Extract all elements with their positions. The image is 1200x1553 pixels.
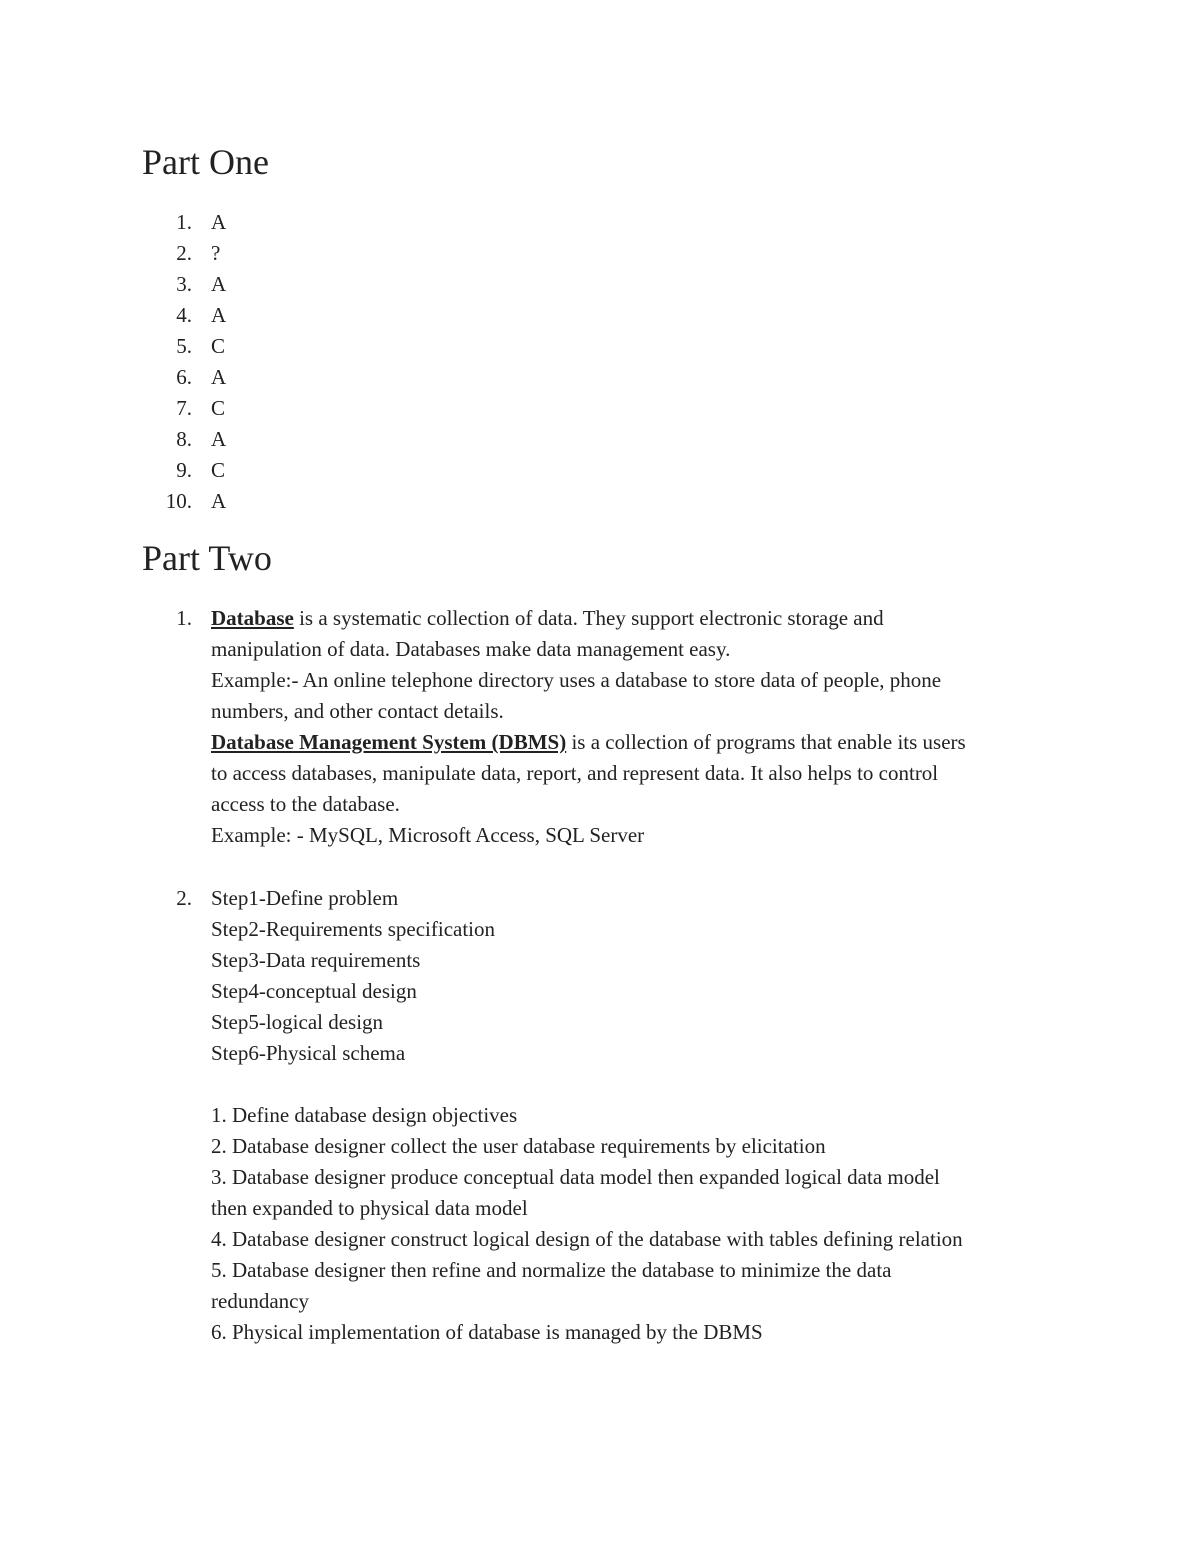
answer-item (0, 455, 1200, 486)
answer-value: A (211, 489, 227, 513)
design-detail-line: 3. Database designer produce conceptual data model then expanded logical data model (211, 1165, 940, 1189)
part-one-heading: Part One (142, 142, 269, 182)
answer-value: A (211, 365, 227, 389)
part-two-heading: Part Two (142, 538, 272, 578)
answer-item (0, 362, 1200, 393)
database-example-line: Example:- An online telephone directory uses a database to store data of people, phone (211, 668, 942, 692)
design-step-line: Step3-Data requirements (211, 948, 421, 972)
answer-number: 7. (176, 396, 192, 420)
database-definition-text: is a systematic collection of data. They support electronic storage and (293, 606, 884, 630)
design-detail-line: then expanded to physical data model (211, 1196, 528, 1220)
design-step-line: Step6-Physical schema (211, 1041, 406, 1065)
answer-number: 2. (176, 241, 192, 265)
answer-number: 4. (176, 303, 192, 327)
question-number: 1. (176, 606, 192, 630)
design-detail-line: 2. Database designer collect the user database requirements by elicitation (211, 1134, 826, 1158)
answer-item (0, 331, 1200, 362)
answer-value: C (211, 334, 226, 358)
answer-item (0, 238, 1200, 269)
design-detail-line: 5. Database designer then refine and normalize the database to minimize the data (211, 1258, 892, 1282)
dbms-term: Database Management System (DBMS) (211, 730, 567, 754)
design-detail-line: redundancy (211, 1289, 309, 1313)
answer-value: ? (211, 241, 221, 265)
dbms-example-line: Example: - MySQL, Microsoft Access, SQL Server (211, 823, 645, 847)
answer-value: A (211, 427, 227, 451)
design-detail-line: 1. Define database design objectives (211, 1103, 518, 1127)
design-step-line: Step1-Define problem (211, 886, 399, 910)
answer-item (0, 300, 1200, 331)
dbms-definition-line (211, 727, 966, 758)
answer-number: 10. (165, 489, 192, 513)
dbms-definition-text: is a collection of programs that enable its users (566, 730, 966, 754)
design-step-line: Step2-Requirements specification (211, 917, 496, 941)
design-step-line: Step5-logical design (211, 1010, 384, 1034)
database-term: Database (211, 606, 294, 630)
answer-value: C (211, 458, 226, 482)
answer-value: A (211, 210, 227, 234)
answer-value: C (211, 396, 226, 420)
answer-number: 3. (176, 272, 192, 296)
part-one-answer-list (0, 207, 1200, 517)
question-number: 2. (176, 886, 192, 910)
database-definition-line (211, 603, 884, 634)
answer-number: 8. (176, 427, 192, 451)
design-detail-line: 6. Physical implementation of database is managed by the DBMS (211, 1320, 763, 1344)
answer-number: 5. (176, 334, 192, 358)
answer-item (0, 207, 1200, 238)
design-detail-line: 4. Database designer construct logical design of the database with tables defining relation (211, 1227, 963, 1251)
database-definition-line: manipulation of data. Databases make data management easy. (211, 637, 731, 661)
design-step-line: Step4-conceptual design (211, 979, 417, 1003)
answer-value: A (211, 303, 227, 327)
dbms-definition-line: to access databases, manipulate data, report, and represent data. It also helps to control (211, 761, 939, 785)
answer-item (0, 269, 1200, 300)
answer-item (0, 393, 1200, 424)
answer-value: A (211, 272, 227, 296)
answer-number: 1. (176, 210, 192, 234)
dbms-definition-line: access to the database. (211, 792, 400, 816)
database-example-line: numbers, and other contact details. (211, 699, 504, 723)
answer-number: 6. (176, 365, 192, 389)
answer-item (0, 424, 1200, 455)
answer-number: 9. (176, 458, 192, 482)
answer-item (0, 486, 1200, 517)
